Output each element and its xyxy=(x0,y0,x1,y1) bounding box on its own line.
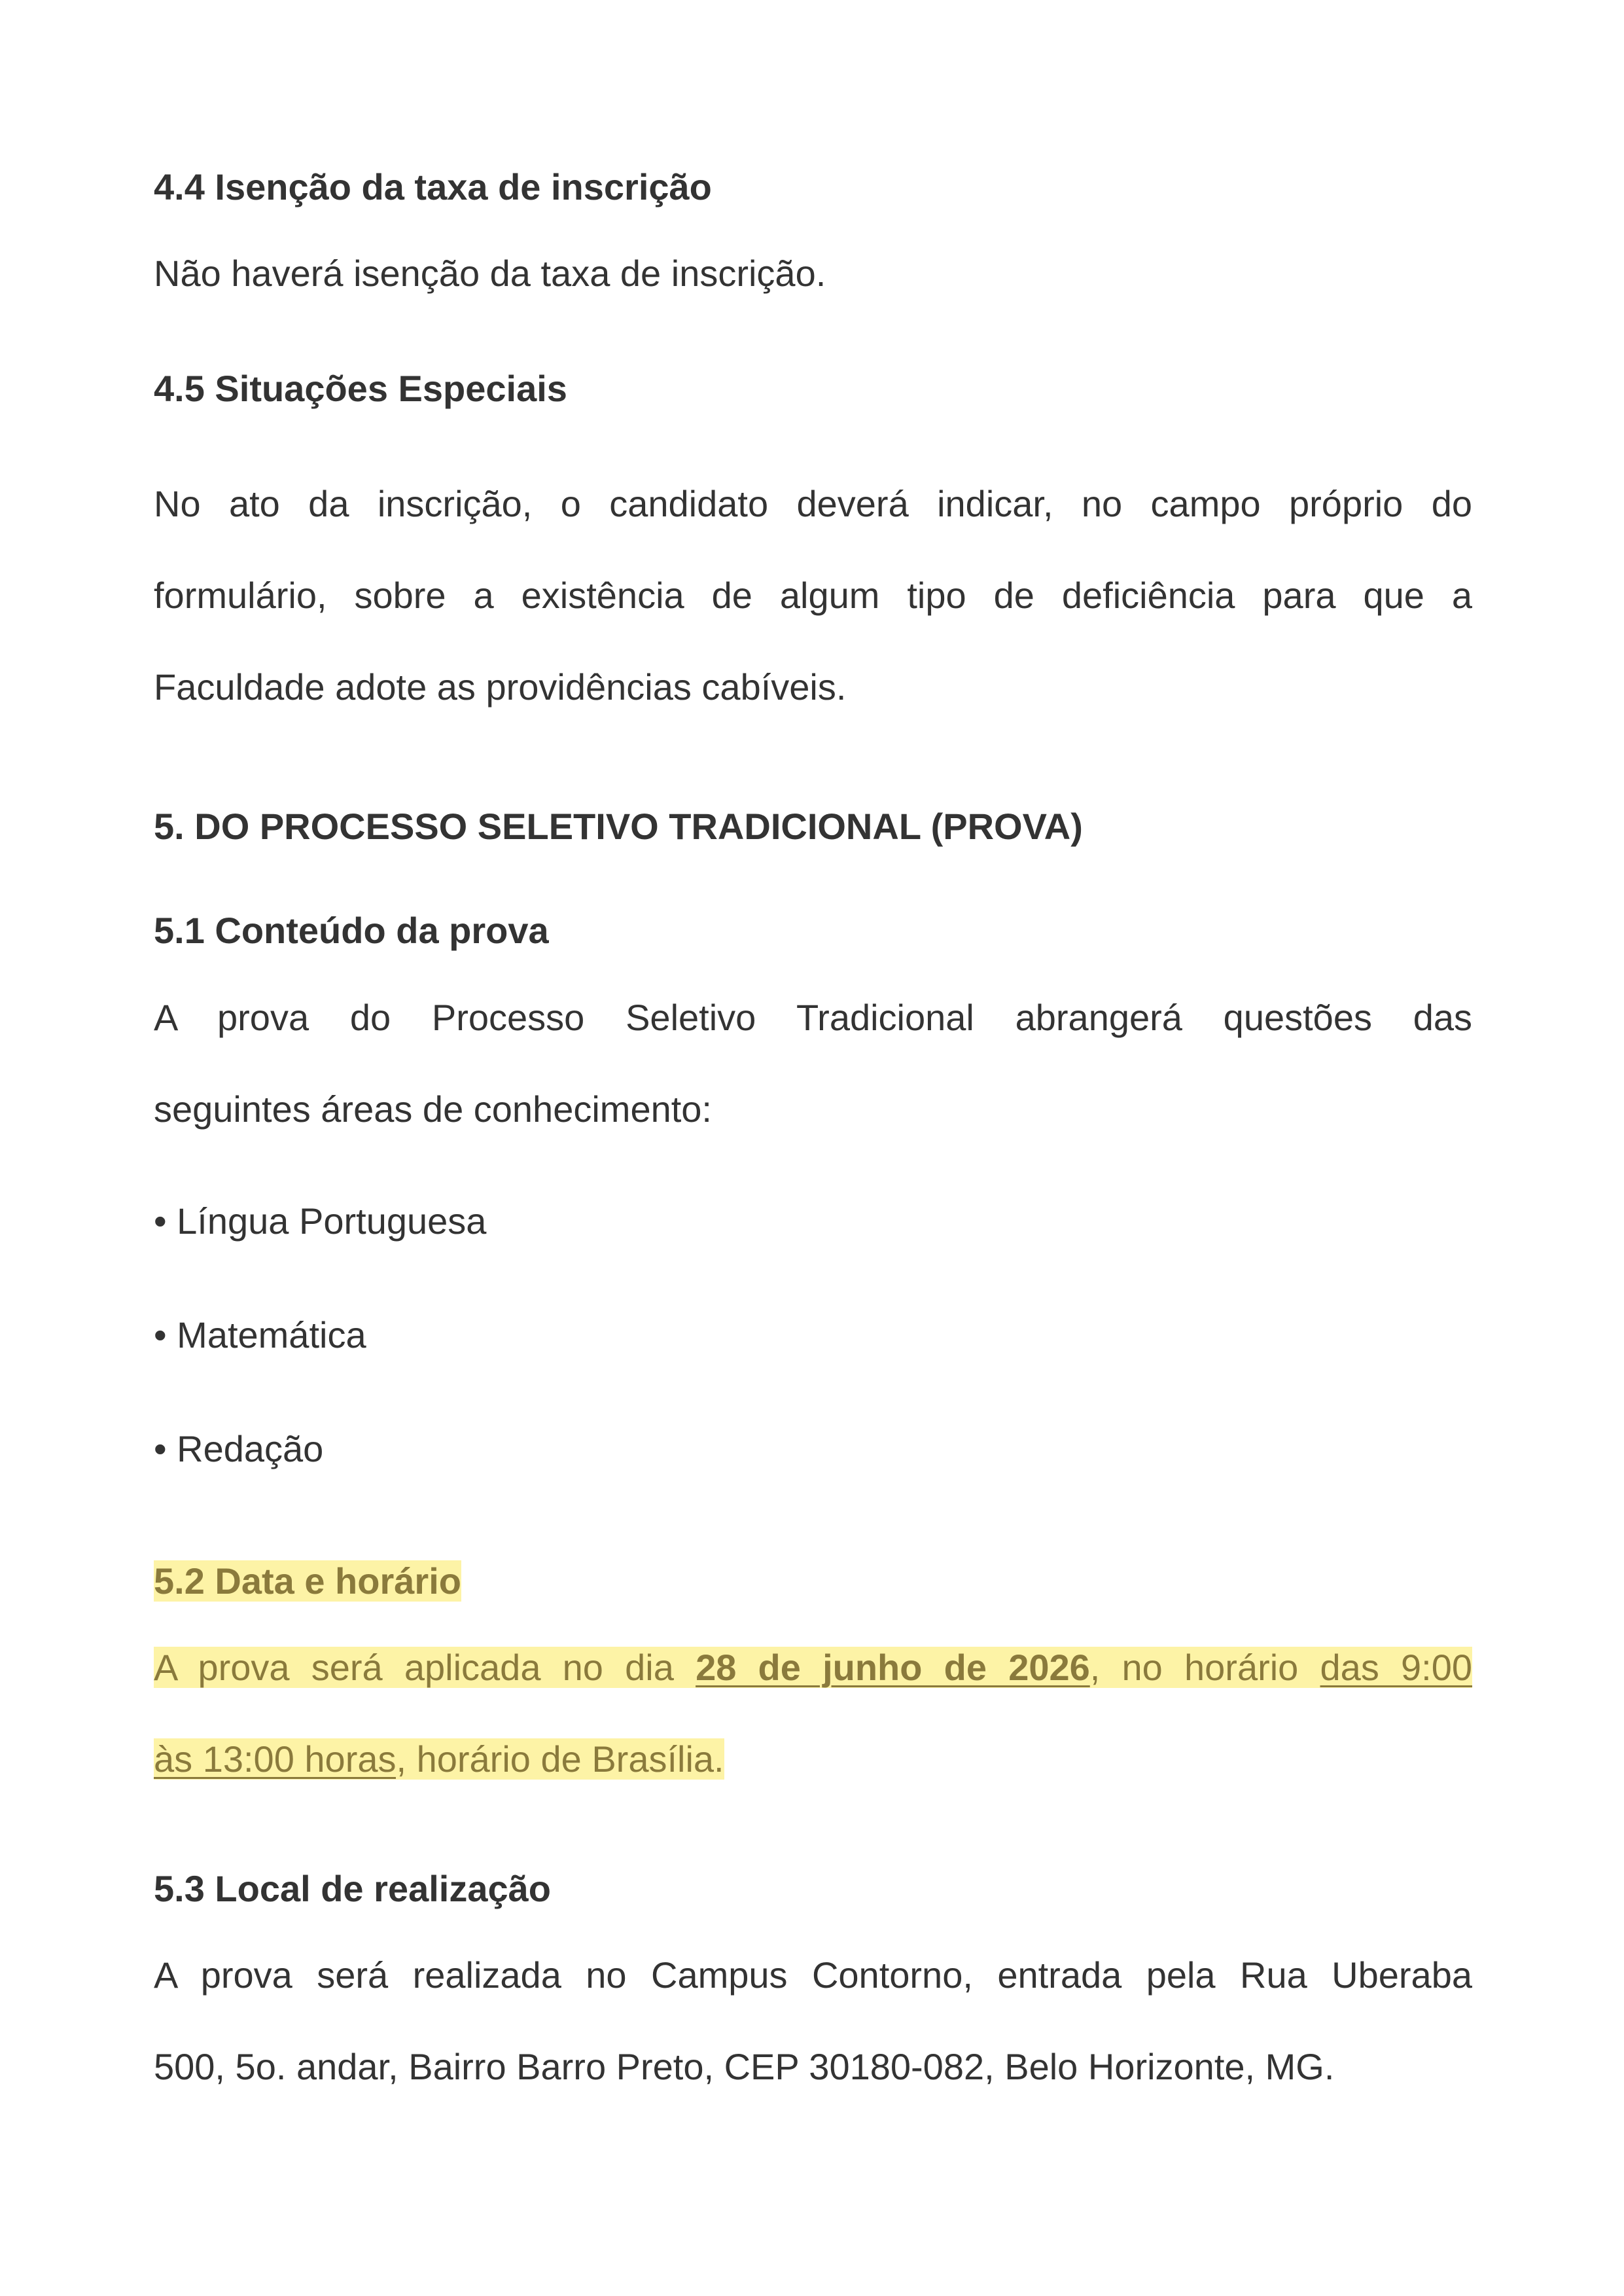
heading-5-2-highlight: 5.2 Data e horário xyxy=(154,1560,461,1602)
paragraph-5-2 xyxy=(154,1622,1472,1805)
paragraph-5-2-line-1 xyxy=(154,1622,1472,1713)
paragraph-4-5-line-1: No ato da inscrição, o candidato deverá indicar, no campo próprio do xyxy=(154,483,1472,524)
paragraph-5-1-line-2: seguintes áreas de conhecimento: xyxy=(154,1088,712,1130)
exam-time-start: das 9:00 xyxy=(1320,1647,1473,1688)
paragraph-5-1-line-1: A prova do Processo Seletivo Tradicional abrangerá questões das xyxy=(154,997,1472,1038)
paragraph-4-5-line-2: formulário, sobre a existência de algum tipo de deficiência para que a xyxy=(154,575,1472,616)
list-item-lingua-portuguesa: • Língua Portuguesa xyxy=(154,1200,487,1242)
paragraph-5-3 xyxy=(154,1929,1472,2113)
exam-date: 28 de junho de 2026 xyxy=(696,1647,1090,1688)
paragraph-4-5 xyxy=(154,458,1472,733)
paragraph-5-1 xyxy=(154,972,1472,1155)
paragraph-5-2-mid: , no horário xyxy=(1089,1647,1320,1688)
paragraph-5-2-line-2 xyxy=(154,1713,1472,1805)
heading-5-2 xyxy=(154,1555,1472,1607)
list-item-matematica: • Matemática xyxy=(154,1314,366,1355)
heading-4-5: 4.5 Situações Especiais xyxy=(154,368,567,409)
paragraph-5-3-line-2: 500, 5o. andar, Bairro Barro Preto, CEP 30180-082, Belo Horizonte, MG. xyxy=(154,2046,1335,2087)
list-item-redacao: • Redação xyxy=(154,1428,324,1469)
paragraph-5-3-line-1: A prova será realizada no Campus Contorno, entrada pela Rua Uberaba xyxy=(154,1954,1472,1996)
heading-5-3: 5.3 Local de realização xyxy=(154,1868,551,1909)
heading-5-1: 5.1 Conteúdo da prova xyxy=(154,910,549,951)
heading-section-5: 5. DO PROCESSO SELETIVO TRADICIONAL (PROVA) xyxy=(154,806,1083,847)
paragraph-5-2-post: , horário de Brasília. xyxy=(396,1738,724,1780)
heading-4-4: 4.4 Isenção da taxa de inscrição xyxy=(154,166,712,207)
paragraph-4-4: Não haverá isenção da taxa de inscrição. xyxy=(154,253,826,294)
exam-time-end: às 13:00 horas xyxy=(154,1738,397,1780)
paragraph-4-5-line-3: Faculdade adote as providências cabíveis. xyxy=(154,666,847,708)
paragraph-5-2-pre: A prova será aplicada no dia xyxy=(154,1647,696,1688)
